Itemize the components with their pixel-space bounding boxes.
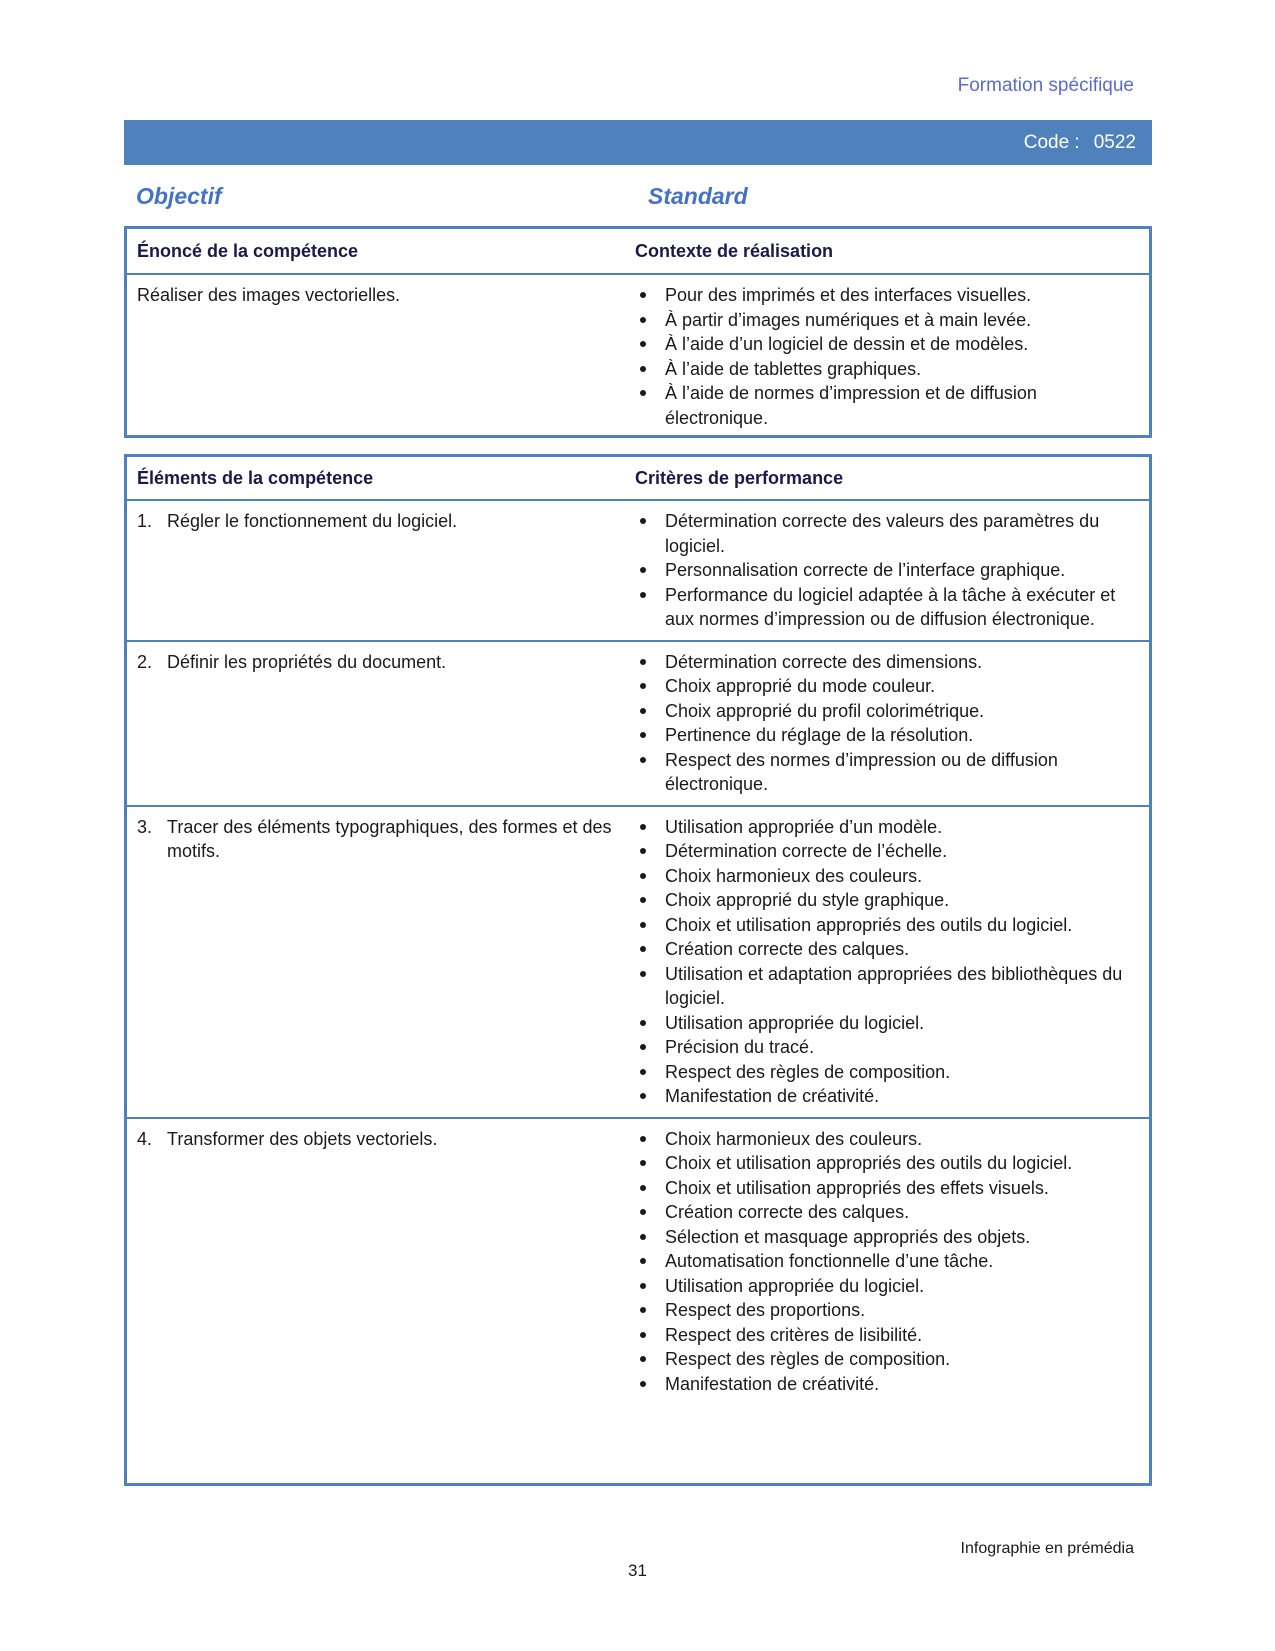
critere-item: Utilisation et adaptation appropriées des bibliothèques du logiciel. <box>635 962 1149 1011</box>
enonce-text: Réaliser des images vectorielles. <box>137 285 401 305</box>
critere-item: Choix et utilisation appropriés des effets visuels. <box>635 1176 1149 1201</box>
code-bar <box>124 120 1152 165</box>
element-text: Définir les propriétés du document. <box>167 651 447 672</box>
critere-item: Utilisation appropriée du logiciel. <box>635 1011 1149 1036</box>
critere-item: Respect des règles de composition. <box>635 1347 1149 1372</box>
critere-item: Détermination correcte des dimensions. <box>635 650 1149 675</box>
contexte-item: À l’aide de normes d’impression et de diffusion électronique. <box>635 381 1149 430</box>
footer-program-name: Infographie en prémédia <box>960 1540 1134 1557</box>
element-number: 3. <box>137 816 153 837</box>
element-row <box>127 1117 1149 1405</box>
elements-table-header <box>127 457 1149 501</box>
critere-item: Manifestation de créativité. <box>635 1372 1149 1397</box>
element-text: Transformer des objets vectoriels. <box>167 1128 438 1149</box>
element-number: 4. <box>137 1128 153 1149</box>
contexte-item: Pour des imprimés et des interfaces visuelles. <box>635 283 1149 308</box>
critere-item: Automatisation fonctionnelle d’une tâche. <box>635 1249 1149 1274</box>
critere-item: Choix approprié du mode couleur. <box>635 674 1149 699</box>
critere-item: Respect des règles de composition. <box>635 1060 1149 1085</box>
element-number: 2. <box>137 651 153 672</box>
critere-item: Choix harmonieux des couleurs. <box>635 1127 1149 1152</box>
critere-item: Pertinence du réglage de la résolution. <box>635 723 1149 748</box>
critere-item: Choix et utilisation appropriés des outils du logiciel. <box>635 913 1149 938</box>
page-number: 31 <box>628 1561 647 1580</box>
elements-header: Éléments de la compétence <box>137 467 374 488</box>
critere-item: Détermination correcte des valeurs des paramètres du logiciel. <box>635 509 1149 558</box>
critere-item: Respect des critères de lisibilité. <box>635 1323 1149 1348</box>
critere-item: Choix approprié du profil colorimétrique. <box>635 699 1149 724</box>
critere-item: Utilisation appropriée d’un modèle. <box>635 815 1149 840</box>
critere-item: Détermination correcte de l’échelle. <box>635 839 1149 864</box>
contexte-header: Contexte de réalisation <box>635 240 834 261</box>
enonce-header: Énoncé de la compétence <box>137 240 359 261</box>
competence-row <box>127 275 1149 438</box>
objectif-heading: Objectif <box>136 183 222 209</box>
competence-table-header <box>127 229 1149 275</box>
critere-item: Manifestation de créativité. <box>635 1084 1149 1109</box>
criteres-header: Critères de performance <box>635 467 844 488</box>
element-row <box>127 640 1149 805</box>
critere-item: Choix approprié du style graphique. <box>635 888 1149 913</box>
criteres-list <box>635 650 1149 797</box>
critere-item: Choix et utilisation appropriés des outils du logiciel. <box>635 1151 1149 1176</box>
critere-item: Respect des normes d’impression ou de diffusion électronique. <box>635 748 1149 797</box>
standard-heading: Standard <box>648 183 748 209</box>
critere-item: Personnalisation correcte de l’interface graphique. <box>635 558 1149 583</box>
critere-item: Sélection et masquage appropriés des objets. <box>635 1225 1149 1250</box>
element-number: 1. <box>137 511 153 531</box>
contexte-item: À l’aide de tablettes graphiques. <box>635 357 1149 382</box>
code-label: Code : <box>1023 131 1080 153</box>
critere-item: Respect des proportions. <box>635 1298 1149 1323</box>
document-section-title: Formation spécifique <box>957 75 1134 96</box>
criteres-list <box>635 815 1149 1109</box>
criteres-list <box>635 1127 1149 1397</box>
code-value: 0522 <box>1093 131 1136 153</box>
elements-table <box>124 454 1152 1486</box>
contexte-list <box>635 283 1149 430</box>
critere-item: Création correcte des calques. <box>635 937 1149 962</box>
critere-item: Utilisation appropriée du logiciel. <box>635 1274 1149 1299</box>
element-row <box>127 805 1149 1117</box>
criteres-list <box>635 509 1149 632</box>
critere-item: Précision du tracé. <box>635 1035 1149 1060</box>
critere-item: Performance du logiciel adaptée à la tâche à exécuter et aux normes d’impression ou de diffusion électronique. <box>635 583 1149 632</box>
critere-item: Choix harmonieux des couleurs. <box>635 864 1149 889</box>
contexte-item: À l’aide d’un logiciel de dessin et de modèles. <box>635 332 1149 357</box>
element-text: Tracer des éléments typographiques, des formes et des motifs. <box>167 816 612 861</box>
competence-table <box>124 226 1152 438</box>
element-row <box>127 501 1149 640</box>
element-text: Régler le fonctionnement du logiciel. <box>167 511 458 531</box>
critere-item: Création correcte des calques. <box>635 1200 1149 1225</box>
contexte-item: À partir d’images numériques et à main levée. <box>635 308 1149 333</box>
